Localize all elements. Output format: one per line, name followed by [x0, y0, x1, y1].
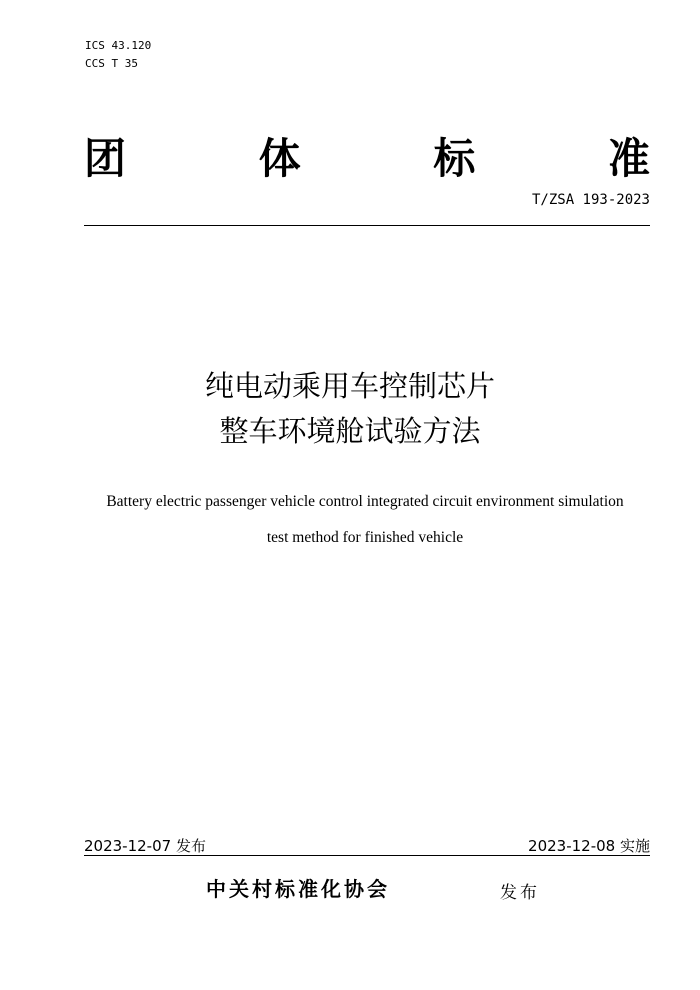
standard-type-char: 标: [433, 134, 476, 183]
title-cn-line2: 整车环境舱试验方法: [219, 414, 481, 448]
footer-divider: [84, 855, 650, 856]
publisher-name: 中关村标准化协会: [206, 877, 390, 901]
implementation-date: 2023-12-08 实施: [528, 837, 650, 855]
title-cn-line1: 纯电动乘用车控制芯片: [204, 369, 495, 403]
publish-label: 发布: [500, 883, 540, 903]
classification-codes: [85, 37, 151, 73]
title-en-line1: Battery electric passenger vehicle control integrated circuit environment simulation: [106, 493, 624, 510]
standard-type-heading: [84, 126, 650, 186]
title-en-line2: test method for finished vehicle: [266, 529, 464, 546]
header-divider: [84, 225, 650, 226]
ics-code: ICS 43.120: [85, 39, 152, 52]
ccs-code: CCS T 35: [85, 57, 138, 70]
issue-date: 2023-12-07 发布: [84, 837, 206, 855]
standard-type-char: 团: [84, 134, 127, 183]
standard-type-char: 体: [258, 134, 301, 183]
standard-number: T/ZSA 193-2023: [531, 192, 650, 208]
standard-type-char: 准: [607, 134, 650, 183]
